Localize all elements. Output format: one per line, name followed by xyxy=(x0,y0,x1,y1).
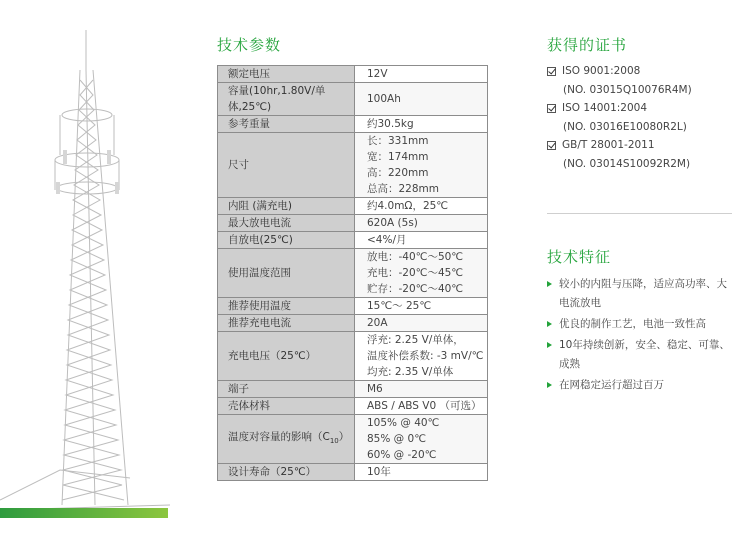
spec-label: 壳体材料 xyxy=(218,398,355,415)
spec-value xyxy=(355,232,488,249)
cert-number: (NO. 03015Q10076R4M) xyxy=(563,83,692,96)
spec-row xyxy=(218,249,488,298)
feature-item xyxy=(547,315,742,334)
spec-value xyxy=(355,116,488,133)
spec-row xyxy=(218,198,488,215)
triangle-bullet-icon xyxy=(547,342,552,348)
feature-item xyxy=(547,376,742,395)
cert-name: ISO 14001:2004 xyxy=(562,102,648,114)
spec-value-line: 高：220mm xyxy=(367,167,429,179)
spec-value xyxy=(355,315,488,332)
spec-value xyxy=(355,249,488,298)
spec-value-line: 105% @ 40℃ xyxy=(367,417,440,429)
spec-value-line: 约30.5kg xyxy=(367,118,414,130)
feature-list xyxy=(547,275,742,397)
cert-number: (NO. 03014S10092R2M) xyxy=(563,157,691,170)
spec-value-line: 620A (5s) xyxy=(367,217,418,229)
cert-item xyxy=(547,136,692,155)
spec-value-line: 充电：-20℃～45℃ xyxy=(367,267,464,279)
spec-row xyxy=(218,381,488,398)
spec-row xyxy=(218,83,488,116)
spec-value-line: 总高：228mm xyxy=(367,183,439,195)
spec-label: 额定电压 xyxy=(218,66,355,83)
feature-item xyxy=(547,275,742,313)
green-ground-strip xyxy=(0,508,168,518)
cert-item xyxy=(547,99,692,118)
spec-label: 自放电(25℃) xyxy=(218,232,355,249)
spec-value-line: 温度补偿系数: -3 mV/℃ xyxy=(367,350,484,362)
feature-text: 优良的制作工艺，电池一致性高 xyxy=(559,318,706,330)
spec-row xyxy=(218,398,488,415)
spec-value xyxy=(355,415,488,464)
triangle-bullet-icon xyxy=(547,281,552,287)
feature-item xyxy=(547,336,742,374)
feature-text: 10年持续创新，安全、稳定、可靠、 xyxy=(559,339,730,351)
spec-value-line: <4%/月 xyxy=(367,234,407,246)
specs-title: 技术参数 xyxy=(217,36,282,54)
spec-value xyxy=(355,381,488,398)
spec-value xyxy=(355,198,488,215)
spec-value-line: 60% @ -20℃ xyxy=(367,449,437,461)
spec-value-line: 20A xyxy=(367,317,388,329)
spec-label: 推荐充电电流 xyxy=(218,315,355,332)
triangle-bullet-icon xyxy=(547,321,552,327)
checkbox-icon xyxy=(547,104,556,113)
cert-name: GB/T 28001-2011 xyxy=(562,139,655,151)
feature-text: 成熟 xyxy=(559,358,580,370)
spec-row xyxy=(218,415,488,464)
spec-row xyxy=(218,66,488,83)
spec-value-line: 约4.0mΩ，25℃ xyxy=(367,200,449,212)
triangle-bullet-icon xyxy=(547,382,552,388)
spec-value-line: 放电：-40℃～50℃ xyxy=(367,251,464,263)
spec-label: 内阻 (满充电) xyxy=(218,198,355,215)
spec-row xyxy=(218,232,488,249)
spec-value-line: 宽：174mm xyxy=(367,151,429,163)
cert-item xyxy=(547,62,692,81)
specs-table xyxy=(217,65,488,481)
spec-label: 参考重量 xyxy=(218,116,355,133)
spec-row xyxy=(218,215,488,232)
cert-name: ISO 9001:2008 xyxy=(562,65,641,77)
spec-value xyxy=(355,66,488,83)
spec-value-line: 浮充: 2.25 V/单体， xyxy=(367,334,464,346)
spec-value xyxy=(355,298,488,315)
spec-label: 设计寿命（25℃） xyxy=(218,464,355,481)
spec-label: 尺寸 xyxy=(218,133,355,198)
spec-row xyxy=(218,116,488,133)
spec-value xyxy=(355,215,488,232)
spec-label: 容量(10hr,1.80V/单体,25℃) xyxy=(218,83,355,116)
spec-value xyxy=(355,133,488,198)
checkbox-icon xyxy=(547,67,556,76)
spec-value-line: 12V xyxy=(367,68,388,80)
cert-list xyxy=(547,62,692,173)
spec-label: 最大放电电流 xyxy=(218,215,355,232)
feature-text: 在网稳定运行超过百万 xyxy=(559,379,664,391)
spec-label: 充电电压（25℃） xyxy=(218,332,355,381)
spec-value xyxy=(355,332,488,381)
spec-value-line: 85% @ 0℃ xyxy=(367,433,426,445)
section-divider xyxy=(547,213,732,214)
spec-value xyxy=(355,398,488,415)
spec-label: 端子 xyxy=(218,381,355,398)
spec-row xyxy=(218,133,488,198)
feature-text: 电流放电 xyxy=(559,297,601,309)
spec-row xyxy=(218,298,488,315)
features-title: 技术特征 xyxy=(547,248,612,266)
spec-value xyxy=(355,83,488,116)
certs-title: 获得的证书 xyxy=(547,36,628,54)
spec-value-line: 均充: 2.35 V/单体 xyxy=(367,366,454,378)
spec-row xyxy=(218,315,488,332)
cert-number: (NO. 03016E10080R2L) xyxy=(563,120,687,133)
spec-value-line: 100Ah xyxy=(367,93,401,105)
spec-value-line: 贮存：-20℃～40℃ xyxy=(367,283,464,295)
spec-label: 温度对容量的影响$(C_{10})$ xyxy=(218,415,355,464)
spec-value-line: 15℃～ 25℃ xyxy=(367,300,432,312)
spec-row xyxy=(218,332,488,381)
spec-label: 使用温度范围 xyxy=(218,249,355,298)
spec-value-line: 长：331mm xyxy=(367,135,429,147)
checkbox-icon xyxy=(547,141,556,150)
spec-value-line: 10年 xyxy=(367,466,391,478)
spec-value-line: ABS / ABS V0 （可选） xyxy=(367,400,482,412)
feature-text: 较小的内阻与压降，适应高功率、大 xyxy=(559,278,727,290)
tower-illustration xyxy=(0,0,180,545)
spec-value-line: M6 xyxy=(367,383,383,395)
spec-label: 推荐使用温度 xyxy=(218,298,355,315)
spec-value xyxy=(355,464,488,481)
spec-row xyxy=(218,464,488,481)
